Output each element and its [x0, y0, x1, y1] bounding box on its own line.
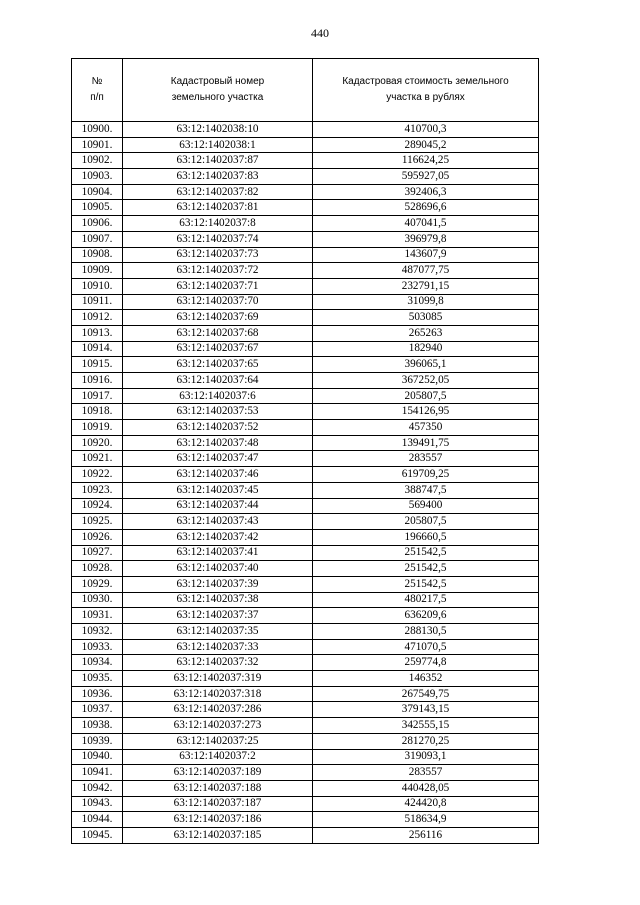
table-row: [72, 749, 539, 765]
cadastral-value: 487077,75: [313, 263, 539, 279]
row-number: 10933.: [72, 639, 123, 655]
table-header: [72, 59, 539, 122]
table-row: [72, 655, 539, 671]
cadastral-number: 63:12:1402037:41: [123, 545, 313, 561]
row-number: 10931.: [72, 608, 123, 624]
row-number: 10908.: [72, 247, 123, 263]
cadastral-number: 63:12:1402037:69: [123, 310, 313, 326]
table-row: [72, 639, 539, 655]
cadastral-value: 259774,8: [313, 655, 539, 671]
table-row: [72, 624, 539, 640]
row-number: 10942.: [72, 780, 123, 796]
cadastral-number: 63:12:1402037:65: [123, 357, 313, 373]
cadastral-value: 267549,75: [313, 686, 539, 702]
cadastral-value: 251542,5: [313, 561, 539, 577]
cadastral-value: 396979,8: [313, 231, 539, 247]
row-number: 10918.: [72, 404, 123, 420]
table-row: [72, 341, 539, 357]
cadastral-value: 154126,95: [313, 404, 539, 420]
cadastral-number: 63:12:1402037:82: [123, 184, 313, 200]
cadastral-value: 251542,5: [313, 576, 539, 592]
row-number: 10906.: [72, 216, 123, 232]
row-number: 10903.: [72, 169, 123, 185]
table-row: [72, 514, 539, 530]
row-number: 10935.: [72, 671, 123, 687]
row-number: 10921.: [72, 451, 123, 467]
header-line: Кадастровый номер: [170, 76, 265, 87]
row-number: 10932.: [72, 624, 123, 640]
cadastral-number: 63:12:1402037:42: [123, 529, 313, 545]
cadastral-number: 63:12:1402037:87: [123, 153, 313, 169]
cadastral-value: 636209,6: [313, 608, 539, 624]
row-number: 10915.: [72, 357, 123, 373]
row-number: 10928.: [72, 561, 123, 577]
table-row: [72, 420, 539, 436]
table-row: [72, 169, 539, 185]
cadastral-number: 63:12:1402037:72: [123, 263, 313, 279]
table-row: [72, 325, 539, 341]
cadastral-value: 288130,5: [313, 624, 539, 640]
row-number: 10930.: [72, 592, 123, 608]
cadastral-value: 410700,3: [313, 122, 539, 138]
cadastral-number: 63:12:1402037:2: [123, 749, 313, 765]
cadastral-value: 396065,1: [313, 357, 539, 373]
header-line: земельного участка: [171, 92, 264, 103]
page-number: 440: [311, 26, 329, 40]
row-number: 10904.: [72, 184, 123, 200]
table-row: [72, 278, 539, 294]
table-row: [72, 435, 539, 451]
table-row: [72, 137, 539, 153]
table-row: [72, 357, 539, 373]
cadastral-value: 595927,05: [313, 169, 539, 185]
table-row: [72, 561, 539, 577]
cadastral-value: 319093,1: [313, 749, 539, 765]
header-line: п/п: [90, 92, 104, 103]
cadastral-number: 63:12:1402037:32: [123, 655, 313, 671]
row-number: 10939.: [72, 733, 123, 749]
header-cadastral-value: [313, 59, 539, 122]
cadastral-value: 457350: [313, 420, 539, 436]
cadastral-value: 146352: [313, 671, 539, 687]
cadastral-value: 232791,15: [313, 278, 539, 294]
cadastral-value: 265263: [313, 325, 539, 341]
table-row: [72, 263, 539, 279]
row-number: 10943.: [72, 796, 123, 812]
row-number: 10911.: [72, 294, 123, 310]
table-row: [72, 404, 539, 420]
cadastral-number: 63:12:1402037:286: [123, 702, 313, 718]
row-number: 10941.: [72, 765, 123, 781]
cadastral-value: 471070,5: [313, 639, 539, 655]
row-number: 10913.: [72, 325, 123, 341]
cadastral-number: 63:12:1402037:8: [123, 216, 313, 232]
cadastral-number: 63:12:1402037:81: [123, 200, 313, 216]
row-number: 10907.: [72, 231, 123, 247]
cadastral-value: 143607,9: [313, 247, 539, 263]
table-row: [72, 498, 539, 514]
cadastral-value: 367252,05: [313, 373, 539, 389]
header-cadastral-number: [123, 59, 313, 122]
cadastral-number: 63:12:1402037:186: [123, 812, 313, 828]
row-number: 10910.: [72, 278, 123, 294]
table-row: [72, 184, 539, 200]
cadastral-number: 63:12:1402037:64: [123, 373, 313, 389]
row-number: 10905.: [72, 200, 123, 216]
cadastral-value: 518634,9: [313, 812, 539, 828]
cadastral-value: 289045,2: [313, 137, 539, 153]
row-number: 10938.: [72, 718, 123, 734]
row-number: 10926.: [72, 529, 123, 545]
table-row: [72, 780, 539, 796]
row-number: 10912.: [72, 310, 123, 326]
table-row: [72, 671, 539, 687]
table-body: [72, 122, 539, 844]
table-row: [72, 200, 539, 216]
table-row: [72, 545, 539, 561]
cadastral-number: 63:12:1402037:37: [123, 608, 313, 624]
table-row: [72, 765, 539, 781]
cadastral-number: 63:12:1402037:43: [123, 514, 313, 530]
row-number: 10916.: [72, 373, 123, 389]
cadastral-number: 63:12:1402037:74: [123, 231, 313, 247]
row-number: 10917.: [72, 388, 123, 404]
table-row: [72, 231, 539, 247]
cadastral-number: 63:12:1402037:39: [123, 576, 313, 592]
cadastral-value: 569400: [313, 498, 539, 514]
cadastral-number: 63:12:1402037:48: [123, 435, 313, 451]
cadastral-number: 63:12:1402037:70: [123, 294, 313, 310]
cadastral-number: 63:12:1402037:68: [123, 325, 313, 341]
cadastral-value: 407041,5: [313, 216, 539, 232]
cadastral-number: 63:12:1402037:73: [123, 247, 313, 263]
header-row: [72, 59, 539, 122]
cadastral-value: 116624,25: [313, 153, 539, 169]
table-row: [72, 216, 539, 232]
header-line: Кадастровая стоимость земельного: [342, 76, 509, 87]
row-number: 10923.: [72, 482, 123, 498]
cadastral-number: 63:12:1402037:52: [123, 420, 313, 436]
cadastral-value: 528696,6: [313, 200, 539, 216]
cadastral-number: 63:12:1402037:33: [123, 639, 313, 655]
row-number: 10940.: [72, 749, 123, 765]
cadastral-value: 281270,25: [313, 733, 539, 749]
table-row: [72, 482, 539, 498]
cadastral-number: 63:12:1402037:53: [123, 404, 313, 420]
row-number: 10914.: [72, 341, 123, 357]
header-line: участка в рублях: [386, 92, 465, 103]
cadastral-value: 392406,3: [313, 184, 539, 200]
cadastral-value: 619709,25: [313, 467, 539, 483]
cadastral-number: 63:12:1402037:185: [123, 827, 313, 843]
cadastral-number: 63:12:1402037:318: [123, 686, 313, 702]
row-number: 10909.: [72, 263, 123, 279]
cadastral-number: 63:12:1402037:46: [123, 467, 313, 483]
cadastral-value: 251542,5: [313, 545, 539, 561]
row-number: 10937.: [72, 702, 123, 718]
cadastral-number: 63:12:1402038:1: [123, 137, 313, 153]
cadastral-number: 63:12:1402037:47: [123, 451, 313, 467]
cadastral-number: 63:12:1402037:83: [123, 169, 313, 185]
cadastral-value: 342555,15: [313, 718, 539, 734]
row-number: 10929.: [72, 576, 123, 592]
cadastral-number: 63:12:1402037:38: [123, 592, 313, 608]
cadastral-number: 63:12:1402037:273: [123, 718, 313, 734]
table-row: [72, 608, 539, 624]
header-number: [72, 59, 123, 122]
table-row: [72, 733, 539, 749]
table-row: [72, 467, 539, 483]
table-row: [72, 310, 539, 326]
row-number: 10936.: [72, 686, 123, 702]
cadastral-value: 205807,5: [313, 388, 539, 404]
cadastral-number: 63:12:1402037:187: [123, 796, 313, 812]
cadastral-value: 379143,15: [313, 702, 539, 718]
table-row: [72, 827, 539, 843]
cadastral-number: 63:12:1402038:10: [123, 122, 313, 138]
cadastral-value: 480217,5: [313, 592, 539, 608]
table-row: [72, 592, 539, 608]
table-row: [72, 294, 539, 310]
cadastral-value: 283557: [313, 765, 539, 781]
cadastral-number: 63:12:1402037:67: [123, 341, 313, 357]
cadastral-value: 196660,5: [313, 529, 539, 545]
cadastral-value: 424420,8: [313, 796, 539, 812]
cadastral-number: 63:12:1402037:71: [123, 278, 313, 294]
cadastral-value: 440428,05: [313, 780, 539, 796]
cadastral-value: 205807,5: [313, 514, 539, 530]
table-row: [72, 796, 539, 812]
cadastral-value: 503085: [313, 310, 539, 326]
header-line: №: [91, 76, 103, 87]
row-number: 10924.: [72, 498, 123, 514]
cadastral-value: 388747,5: [313, 482, 539, 498]
cadastral-number: 63:12:1402037:40: [123, 561, 313, 577]
cadastral-number: 63:12:1402037:189: [123, 765, 313, 781]
row-number: 10934.: [72, 655, 123, 671]
table-row: [72, 122, 539, 138]
cadastral-value-table: [71, 58, 539, 844]
table-row: [72, 153, 539, 169]
row-number: 10925.: [72, 514, 123, 530]
table-row: [72, 388, 539, 404]
table-row: [72, 451, 539, 467]
cadastral-value: 31099,8: [313, 294, 539, 310]
cadastral-number: 63:12:1402037:319: [123, 671, 313, 687]
cadastral-value: 182940: [313, 341, 539, 357]
row-number: 10900.: [72, 122, 123, 138]
table-row: [72, 373, 539, 389]
cadastral-value: 139491,75: [313, 435, 539, 451]
row-number: 10944.: [72, 812, 123, 828]
row-number: 10920.: [72, 435, 123, 451]
row-number: 10919.: [72, 420, 123, 436]
table-row: [72, 812, 539, 828]
table-row: [72, 718, 539, 734]
cadastral-value: 256116: [313, 827, 539, 843]
table-row: [72, 702, 539, 718]
cadastral-number: 63:12:1402037:45: [123, 482, 313, 498]
cadastral-number: 63:12:1402037:188: [123, 780, 313, 796]
cadastral-value: 283557: [313, 451, 539, 467]
row-number: 10901.: [72, 137, 123, 153]
table-row: [72, 247, 539, 263]
table-row: [72, 576, 539, 592]
row-number: 10922.: [72, 467, 123, 483]
cadastral-number: 63:12:1402037:6: [123, 388, 313, 404]
table-row: [72, 529, 539, 545]
row-number: 10945.: [72, 827, 123, 843]
cadastral-number: 63:12:1402037:35: [123, 624, 313, 640]
table-row: [72, 686, 539, 702]
row-number: 10927.: [72, 545, 123, 561]
row-number: 10902.: [72, 153, 123, 169]
cadastral-number: 63:12:1402037:44: [123, 498, 313, 514]
cadastral-number: 63:12:1402037:25: [123, 733, 313, 749]
